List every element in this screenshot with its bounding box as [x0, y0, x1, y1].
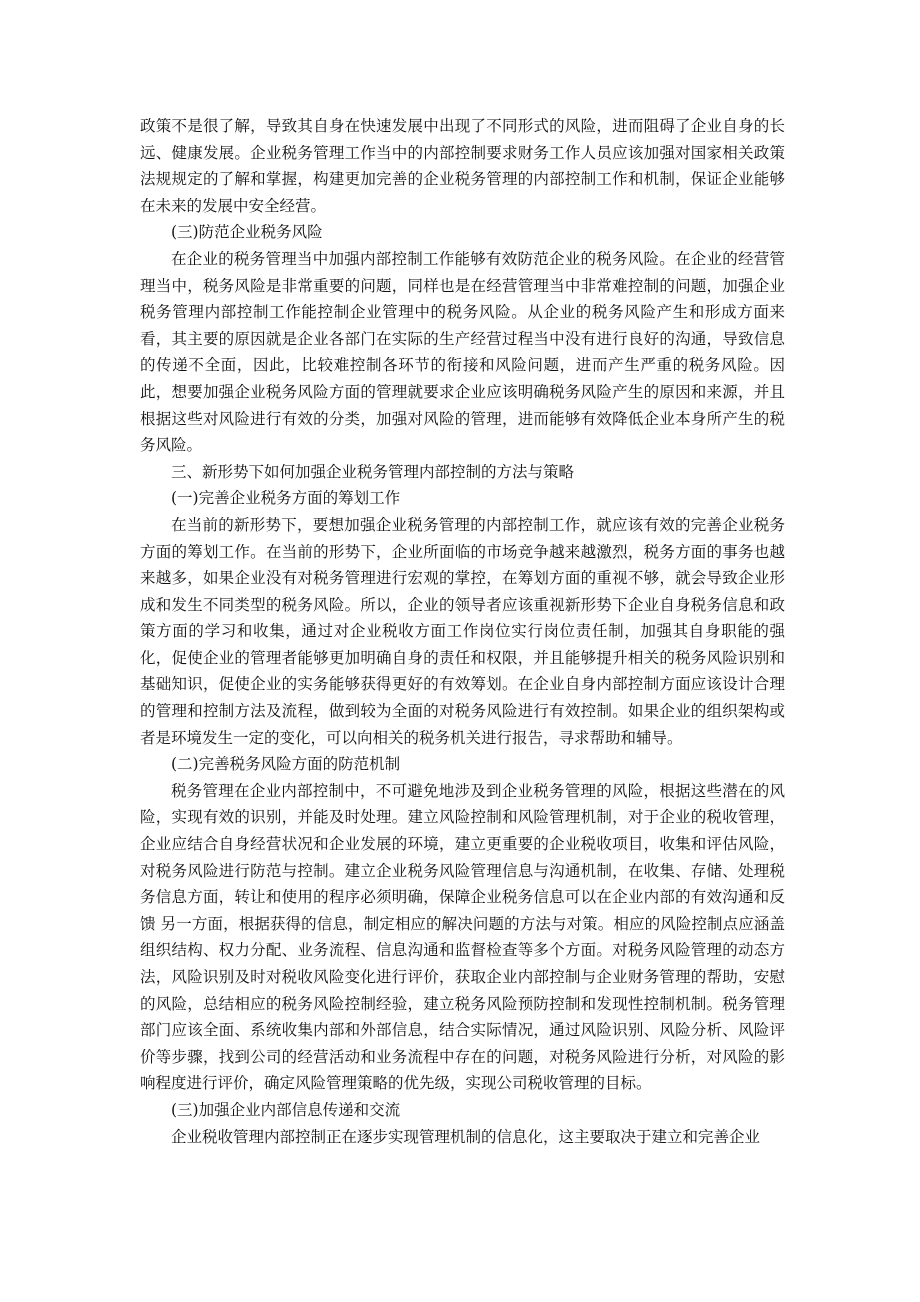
body-paragraph: 企业税收管理内部控制正在逐步实现管理机制的信息化，这主要取决于建立和完善企业: [171, 1127, 761, 1146]
document-body: [140, 113, 785, 1150]
body-paragraph: 政策不是很了解，导致其自身在快速发展中出现了不同形式的风险，进而阻碍了企业自身的长远、健康发展。企业税务管理工作当中的内部控制要求财务工作人员应该加强对国家相关政策法规规定的了解和掌握，构建更加完善的企业税务管理的内部控制工作和机制，保证企业能够在未来的发展中安全经营。: [140, 117, 785, 215]
body-paragraph: 在企业的税务管理当中加强内部控制工作能够有效防范企业的税务风险。在企业的经营管理当中，税务风险是非常重要的问题，同样也是在经营管理当中非常难控制的问题，加强企业税务管理内部控制工作能控制企业管理中的税务风险。从企业的税务风险产生和形成方面来看，其主要的原因就是企业各部门在实际的生产经营过程当中没有进行良好的沟通，导致信息的传递不全面，因此，比较难控制各环节的衔接和风险问题，进而产生严重的税务风险。因此，想要加强企业税务风险方面的管理就要求企业应该明确税务风险产生的原因和来源，并且根据这些对风险进行有效的分类，加强对风险的管理，进而能够有效降低企业本身所产生的税务风险。: [140, 249, 785, 455]
section-heading: (二)完善税务风险方面的防范机制: [171, 755, 401, 774]
section-heading: (一)完善企业税务方面的筹划工作: [171, 489, 401, 508]
section-heading: (三)加强企业内部信息传递和交流: [171, 1100, 401, 1119]
chapter-heading: 三、新形势下如何加强企业税务管理内部控制的方法与策略: [171, 462, 575, 481]
body-paragraph: 在当前的新形势下，要想加强企业税务管理的内部控制工作，就应该有效的完善企业税务方面的筹划工作。在当前的形势下，企业所面临的市场竞争越来越激烈，税务方面的事务也越来越多，如果企业没有对税务管理进行宏观的掌控，在筹划方面的重视不够，就会导致企业形成和发生不同类型的税务风险。所以，企业的领导者应该重视新形势下企业自身税务信息和政策方面的学习和收集，通过对企业税收方面工作岗位实行岗位责任制，加强其自身职能的强化，促使企业的管理者能够更加明确自身的责任和权限，并且能够提升相关的税务风险识别和基础知识，促使企业的实务能够获得更好的有效筹划。在企业自身内部控制方面应该设计合理的管理和控制方法及流程，做到较为全面的对税务风险进行有效控制。如果企业的组织架构或者是环境发生一定的变化，可以向相关的税务机关进行报告，寻求帮助和辅导。: [140, 515, 785, 747]
section-heading: (三)防范企业税务风险: [171, 223, 323, 242]
body-paragraph: 税务管理在企业内部控制中，不可避免地涉及到企业税务管理的风险，根据这些潜在的风险，实现有效的识别，并能及时处理。建立风险控制和风险管理机制，对于企业的税收管理，企业应结合自身经营状况和企业发展的环境，建立更重要的企业税收项目，收集和评估风险，对税务风险进行防范与控制。建立企业税务风险管理信息与沟通机制，在收集、存储、处理税务信息方面，转让和使用的程序必须明确，保障企业税务信息可以在企业内部的有效沟通和反馈 另一方面，根据获得的信息，制定相应的解决问题的方法与对策。相应的风险控制点应涵盖组织结构、权力分配、业务流程、信息沟通和监督检查等多个方面。对税务风险管理的动态方法，风险识别及时对税收风险变化进行评价，获取企业内部控制与企业财务管理的帮助，安慰的风险，总结相应的税务风险控制经验，建立税务风险预防控制和发现性控制机制。税务管理部门应该全面、系统收集内部和外部信息，结合实际情况，通过风险识别、风险分析、风险评价等步骤，找到公司的经营活动和业务流程中存在的问题，对税务风险进行分析，对风险的影响程度进行评价，确定风险管理策略的优先级，实现公司税收管理的目标。: [140, 781, 785, 1093]
